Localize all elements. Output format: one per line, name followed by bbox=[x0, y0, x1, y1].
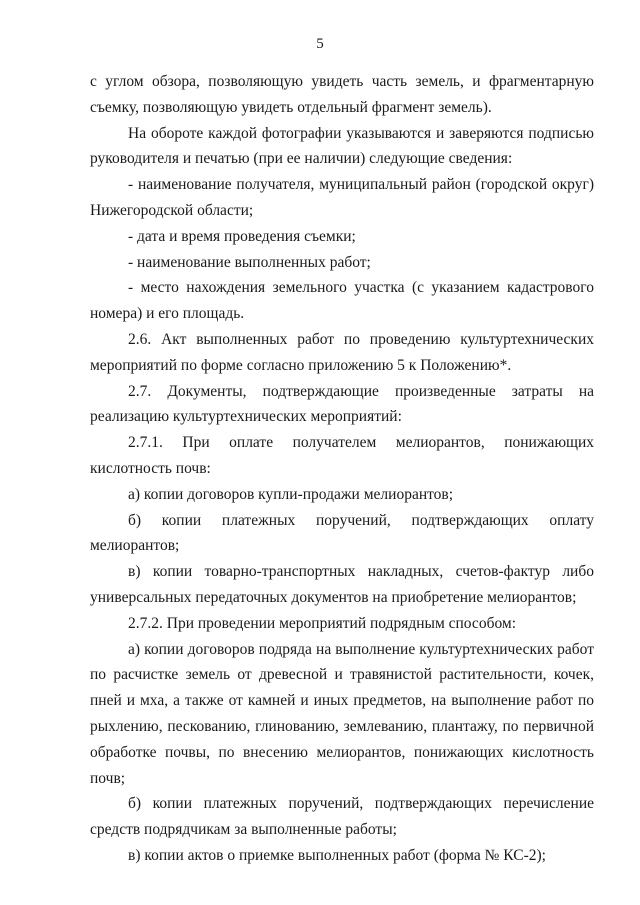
paragraph: б) копии платежных поручений, подтверждающих оплату мелиорантов; bbox=[90, 511, 594, 555]
paragraph: - дата и время проведения съемки; bbox=[128, 227, 356, 245]
document-body bbox=[90, 69, 594, 869]
paragraph: 2.7.1. При оплате получателем мелиорантов, понижающих кислотность почв: bbox=[90, 434, 594, 477]
paragraph: На обороте каждой фотографии указываются и заверяются подписью руководителя и печатью (при ее наличии) следующие сведения: bbox=[90, 124, 594, 168]
page-number: 5 bbox=[316, 36, 324, 52]
paragraph: - наименование выполненных работ; bbox=[128, 253, 371, 271]
paragraph: б) копии платежных поручений, подтверждающих перечисление средств подрядчикам за выполненные работы; bbox=[90, 795, 594, 839]
paragraph: в) копии актов о приемке выполненных работ (форма № КС-2); bbox=[128, 846, 546, 864]
paragraph: 2.7.2. При проведении мероприятий подрядным способом: bbox=[128, 614, 517, 632]
paragraph: - наименование получателя, муниципальный район (городской округ) Нижегородской области; bbox=[90, 176, 594, 219]
paragraph: 2.7. Документы, подтверждающие произведенные затраты на реализацию культуртехнических мероприятий: bbox=[90, 382, 594, 426]
paragraph: с углом обзора, позволяющую увидеть часть земель, и фрагментарную съемку, позволяющую увидеть отдельный фрагмент земель). bbox=[90, 73, 594, 116]
paragraph: 2.6. Акт выполненных работ по проведению культуртехнических мероприятий по форме согласно приложению 5 к Положению*. bbox=[90, 330, 594, 374]
paragraph: в) копии товарно-транспортных накладных, счетов-фактур либо универсальных передаточных документов на приобретение мелиорантов; bbox=[90, 563, 594, 606]
paragraph: - место нахождения земельного участка (с указанием кадастрового номера) и его площадь. bbox=[90, 279, 594, 323]
paragraph: а) копии договоров подряда на выполнение культуртехнических работ по расчистке земель от древесной и травянистой растительности, кочек, пней и мха, а также от камней и иных предметов, на выполнение работ по рыхлению, пескованию, глинованию, землеванию, плантажу, по первичной обработке почвы, по внесению мелиорантов, понижающих кислотность почв; bbox=[90, 640, 594, 787]
paragraph: а) копии договоров купли-продажи мелиорантов; bbox=[128, 485, 454, 503]
